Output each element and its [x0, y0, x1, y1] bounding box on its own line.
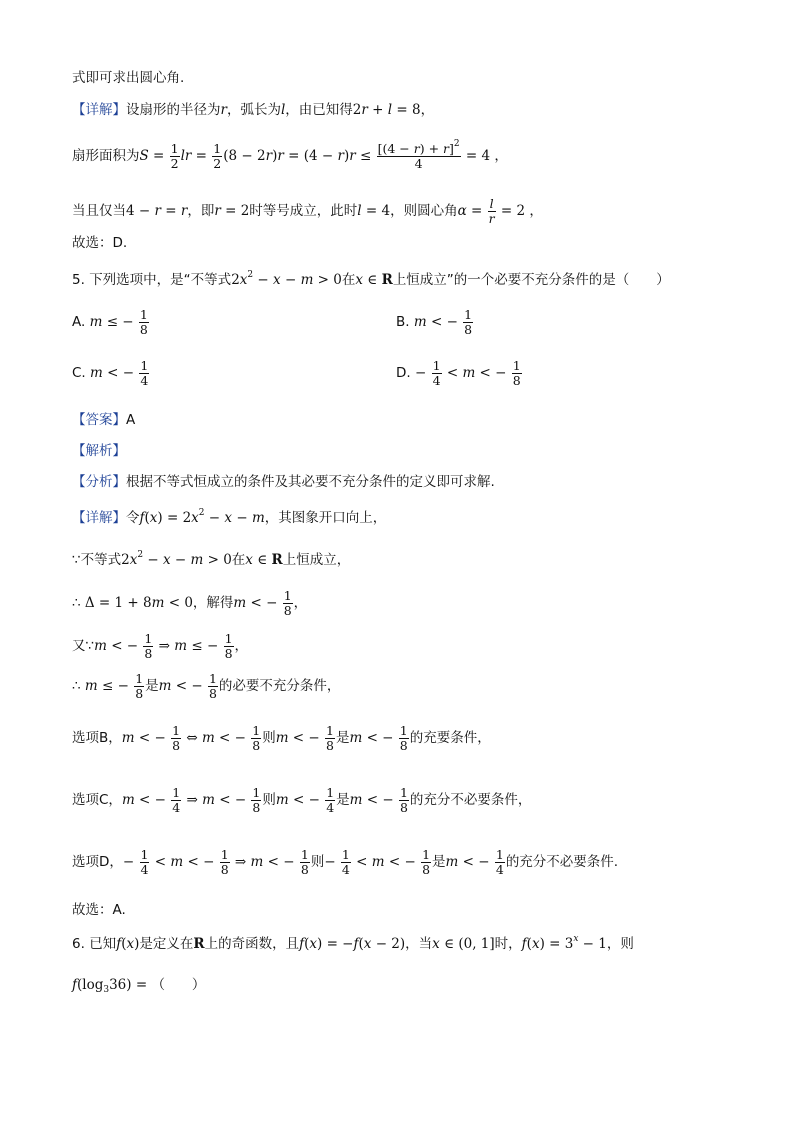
because-domain: x ∈ R	[245, 552, 283, 568]
q6-relation: f(x) = −f(x − 2)	[299, 936, 406, 952]
q5-opt-d-line	[72, 844, 618, 880]
q5-answer-line	[72, 410, 135, 430]
option-c-math: m < − $\frac{1}{4}$	[90, 358, 149, 388]
eq-cond: 4 − r = r	[126, 203, 188, 219]
q5-analysis-line	[72, 441, 126, 461]
q5-also-line: 又∵m < − $\frac{1}{8}$ ⇒ m ≤ − $\frac{1}{8}$ ，	[72, 631, 249, 661]
option-d-math: − $\frac{1}{4}$ < m < − $\frac{1}{8}$	[414, 358, 521, 388]
q5-fenxi-line	[72, 472, 495, 492]
opt-c-label: 选项C，	[72, 792, 122, 808]
area-formula: S = $\frac{1}{2}$ lr = $\frac{1}{2}$ (8 − 2r)r = (4 − r)r ≤ $\frac{[(4 - r) + r]^2}{4}$ = 4	[139, 139, 491, 171]
q5-domain: x ∈ R	[355, 272, 393, 288]
q4-detail-text-b: ，弧长为	[226, 102, 281, 118]
delta-math: ∴ Δ = 1 + 8m < 0	[72, 595, 193, 611]
q5-option-c	[72, 355, 150, 391]
analysis-label: 【解析】	[72, 443, 126, 459]
is-text: 是	[145, 678, 159, 694]
q5-number: 5.	[72, 272, 85, 288]
q5-stem-line	[72, 270, 670, 290]
answer-value: A	[126, 412, 136, 428]
r-value: r = 2	[214, 203, 250, 219]
q5-because-line	[72, 550, 350, 570]
opt-c-math2: m < − $\frac{1}{4}$	[275, 785, 335, 815]
therefore-solve: ，解得	[192, 595, 234, 611]
angle-formula: α = $\frac{l}{r}$ = 2	[457, 196, 526, 226]
q5-delta-line: ∴ Δ = 1 + 8m < 0，解得m < − $\frac{1}{8}$ ，	[72, 588, 308, 618]
q5-stem-a: 下列选项中，是“不等式	[89, 272, 232, 288]
opt-b-math3: m < − $\frac{1}{8}$	[349, 723, 408, 753]
intro-tail-line	[72, 68, 184, 88]
q4-choice-line	[72, 233, 127, 253]
intro-tail-text: 式即可求出圆心角.	[72, 70, 185, 86]
nns-text: 的必要不充分条件，	[218, 678, 341, 694]
q6-stem-a: 已知	[89, 936, 117, 952]
q5-conclusion-line	[72, 668, 340, 704]
is-b: 是	[335, 730, 350, 746]
option-d-label: D.	[396, 365, 411, 381]
opt-b-label: 选项B，	[72, 730, 122, 746]
is-d: 是	[432, 854, 446, 870]
q4-detail-text-c: ，由已知得	[285, 102, 353, 118]
detail-label: 【详解】	[72, 510, 126, 526]
conclusion-math-b: m < − $\frac{1}{8}$	[158, 671, 217, 701]
q4-when-a: 当且仅当	[72, 203, 126, 219]
radius-symbol: r	[220, 102, 227, 118]
perimeter-equation: 2r + l = 8	[352, 102, 421, 118]
q5-opt-b-line	[72, 720, 491, 756]
fenxi-text: 根据不等式恒成立的条件及其必要不充分条件的定义即可求解.	[126, 474, 495, 490]
opt-c-math: m < − $\frac{1}{4}$ ⇒ m < − $\frac{1}{8}$	[121, 785, 261, 815]
q6-fx-def: $f(x) = 3^x - 1$	[521, 934, 607, 952]
q6-real-set: R	[193, 936, 205, 952]
option-b-math: m < − $\frac{1}{8}$	[413, 307, 473, 337]
is-c: 是	[336, 792, 350, 808]
option-a-math: m ≤ − $\frac{1}{8}$	[89, 307, 148, 337]
then-c: 则	[262, 792, 276, 808]
q5-opt-c-line	[72, 782, 531, 818]
q4-when-c: 时等号成立，此时	[249, 203, 358, 219]
sufficient-c: 的充分不必要条件，	[409, 792, 532, 808]
q5-stem-b: 在	[341, 272, 356, 288]
delta-result: m < − $\frac{1}{8}$	[233, 588, 292, 618]
detail-b: ，其图象开口向上，	[264, 510, 387, 526]
q6-number: 6.	[72, 936, 85, 952]
q4-equality-line: 当且仅当4 − r = r，即r = 2时等号成立，此时l = 4，则圆心角α = $\frac{l}{r}$ = 2 ，	[72, 196, 543, 226]
q5-detail-line	[72, 508, 386, 528]
q5-choice: 故选：A.	[72, 902, 126, 918]
q4-when-d: ，则圆心角	[390, 203, 458, 219]
q6-stem-e: 时，	[494, 936, 522, 952]
q4-detail-label: 【详解】	[72, 102, 126, 118]
q6-interval: x ∈ (0, 1]	[432, 936, 495, 952]
answer-label: 【答案】	[72, 412, 126, 428]
opt-d-math: − $\frac{1}{4}$ < m < − $\frac{1}{8}$ ⇒ m < − $\frac{1}{8}$	[122, 847, 309, 877]
q6-stem-line	[72, 934, 634, 954]
q6-fx: f(x)	[116, 936, 140, 952]
because-a: ∵不等式	[72, 552, 122, 568]
q4-area-text: 扇形面积为	[72, 148, 140, 164]
q4-when-b: ，即	[187, 203, 215, 219]
q6-question-line	[72, 975, 205, 995]
q6-stem-d: ，当	[405, 936, 433, 952]
detail-a: 令	[126, 510, 140, 526]
q5-option-b	[396, 304, 474, 340]
q5-option-d	[396, 355, 523, 391]
q6-stem-f: ，则	[606, 936, 634, 952]
also-math: m < − $\frac{1}{8}$ ⇒ m ≤ − $\frac{1}{8}$	[94, 631, 233, 661]
opt-b-math2: m < − $\frac{1}{8}$	[275, 723, 334, 753]
sufficient-d: 的充分不必要条件.	[505, 854, 619, 870]
q5-stem-c: 上恒成立”的一个必要不充分条件的是（ ）	[392, 272, 670, 288]
q4-area-line: 扇形面积为S = $\frac{1}{2}$ lr = $\frac{1}{2}$ (8 − 2r)r = (4 − r)r ≤ $\frac{[(4 - r) + r]^2}{4}$ = 4 ，	[72, 139, 508, 171]
q5-options-ab	[72, 304, 150, 340]
because-ineq: $2x^2 - x - m > 0$	[121, 550, 232, 568]
opt-b-math: m < − $\frac{1}{8}$ ⇔ m < − $\frac{1}{8}$	[121, 723, 261, 753]
q6-blank: （ ）	[151, 977, 206, 993]
iff-cond: 的充要条件，	[409, 730, 491, 746]
opt-d-math3: m < − $\frac{1}{4}$	[445, 847, 504, 877]
q4-choice: 故选：D.	[72, 235, 128, 251]
l-value: l = 4	[357, 203, 391, 219]
fenxi-label: 【分析】	[72, 474, 126, 490]
q5-choice-line	[72, 900, 126, 920]
conclusion-math-a: ∴ m ≤ − $\frac{1}{8}$	[72, 671, 144, 701]
also-text: 又∵	[72, 638, 95, 654]
option-a-label: A.	[72, 314, 86, 330]
opt-d-label: 选项D，	[72, 854, 123, 870]
q6-stem-b: 是定义在	[139, 936, 194, 952]
q4-detail-text-a: 设扇形的半径为	[126, 102, 221, 118]
fx-def: $f(x) = 2x^2 - x - m$	[139, 508, 265, 526]
then-d: 则	[310, 854, 325, 870]
q5-inequality: $2x^2 - x - m > 0$	[231, 270, 342, 288]
option-c-label: C.	[72, 365, 86, 381]
opt-d-math2: − $\frac{1}{4}$ < m < − $\frac{1}{8}$	[324, 847, 431, 877]
then-b: 则	[262, 730, 276, 746]
q4-detail-line: 【详解】设扇形的半径为r，弧长为l，由已知得2r + l = 8，	[72, 102, 435, 118]
opt-c-math3: m < − $\frac{1}{8}$	[349, 785, 408, 815]
q6-stem-c: 上的奇函数，且	[204, 936, 300, 952]
q6-log-expr: $f(\log_336)$ =	[72, 977, 152, 995]
option-b-label: B.	[396, 314, 410, 330]
because-b: 在	[231, 552, 246, 568]
because-c: 上恒成立，	[282, 552, 351, 568]
arc-symbol: l	[280, 102, 286, 118]
